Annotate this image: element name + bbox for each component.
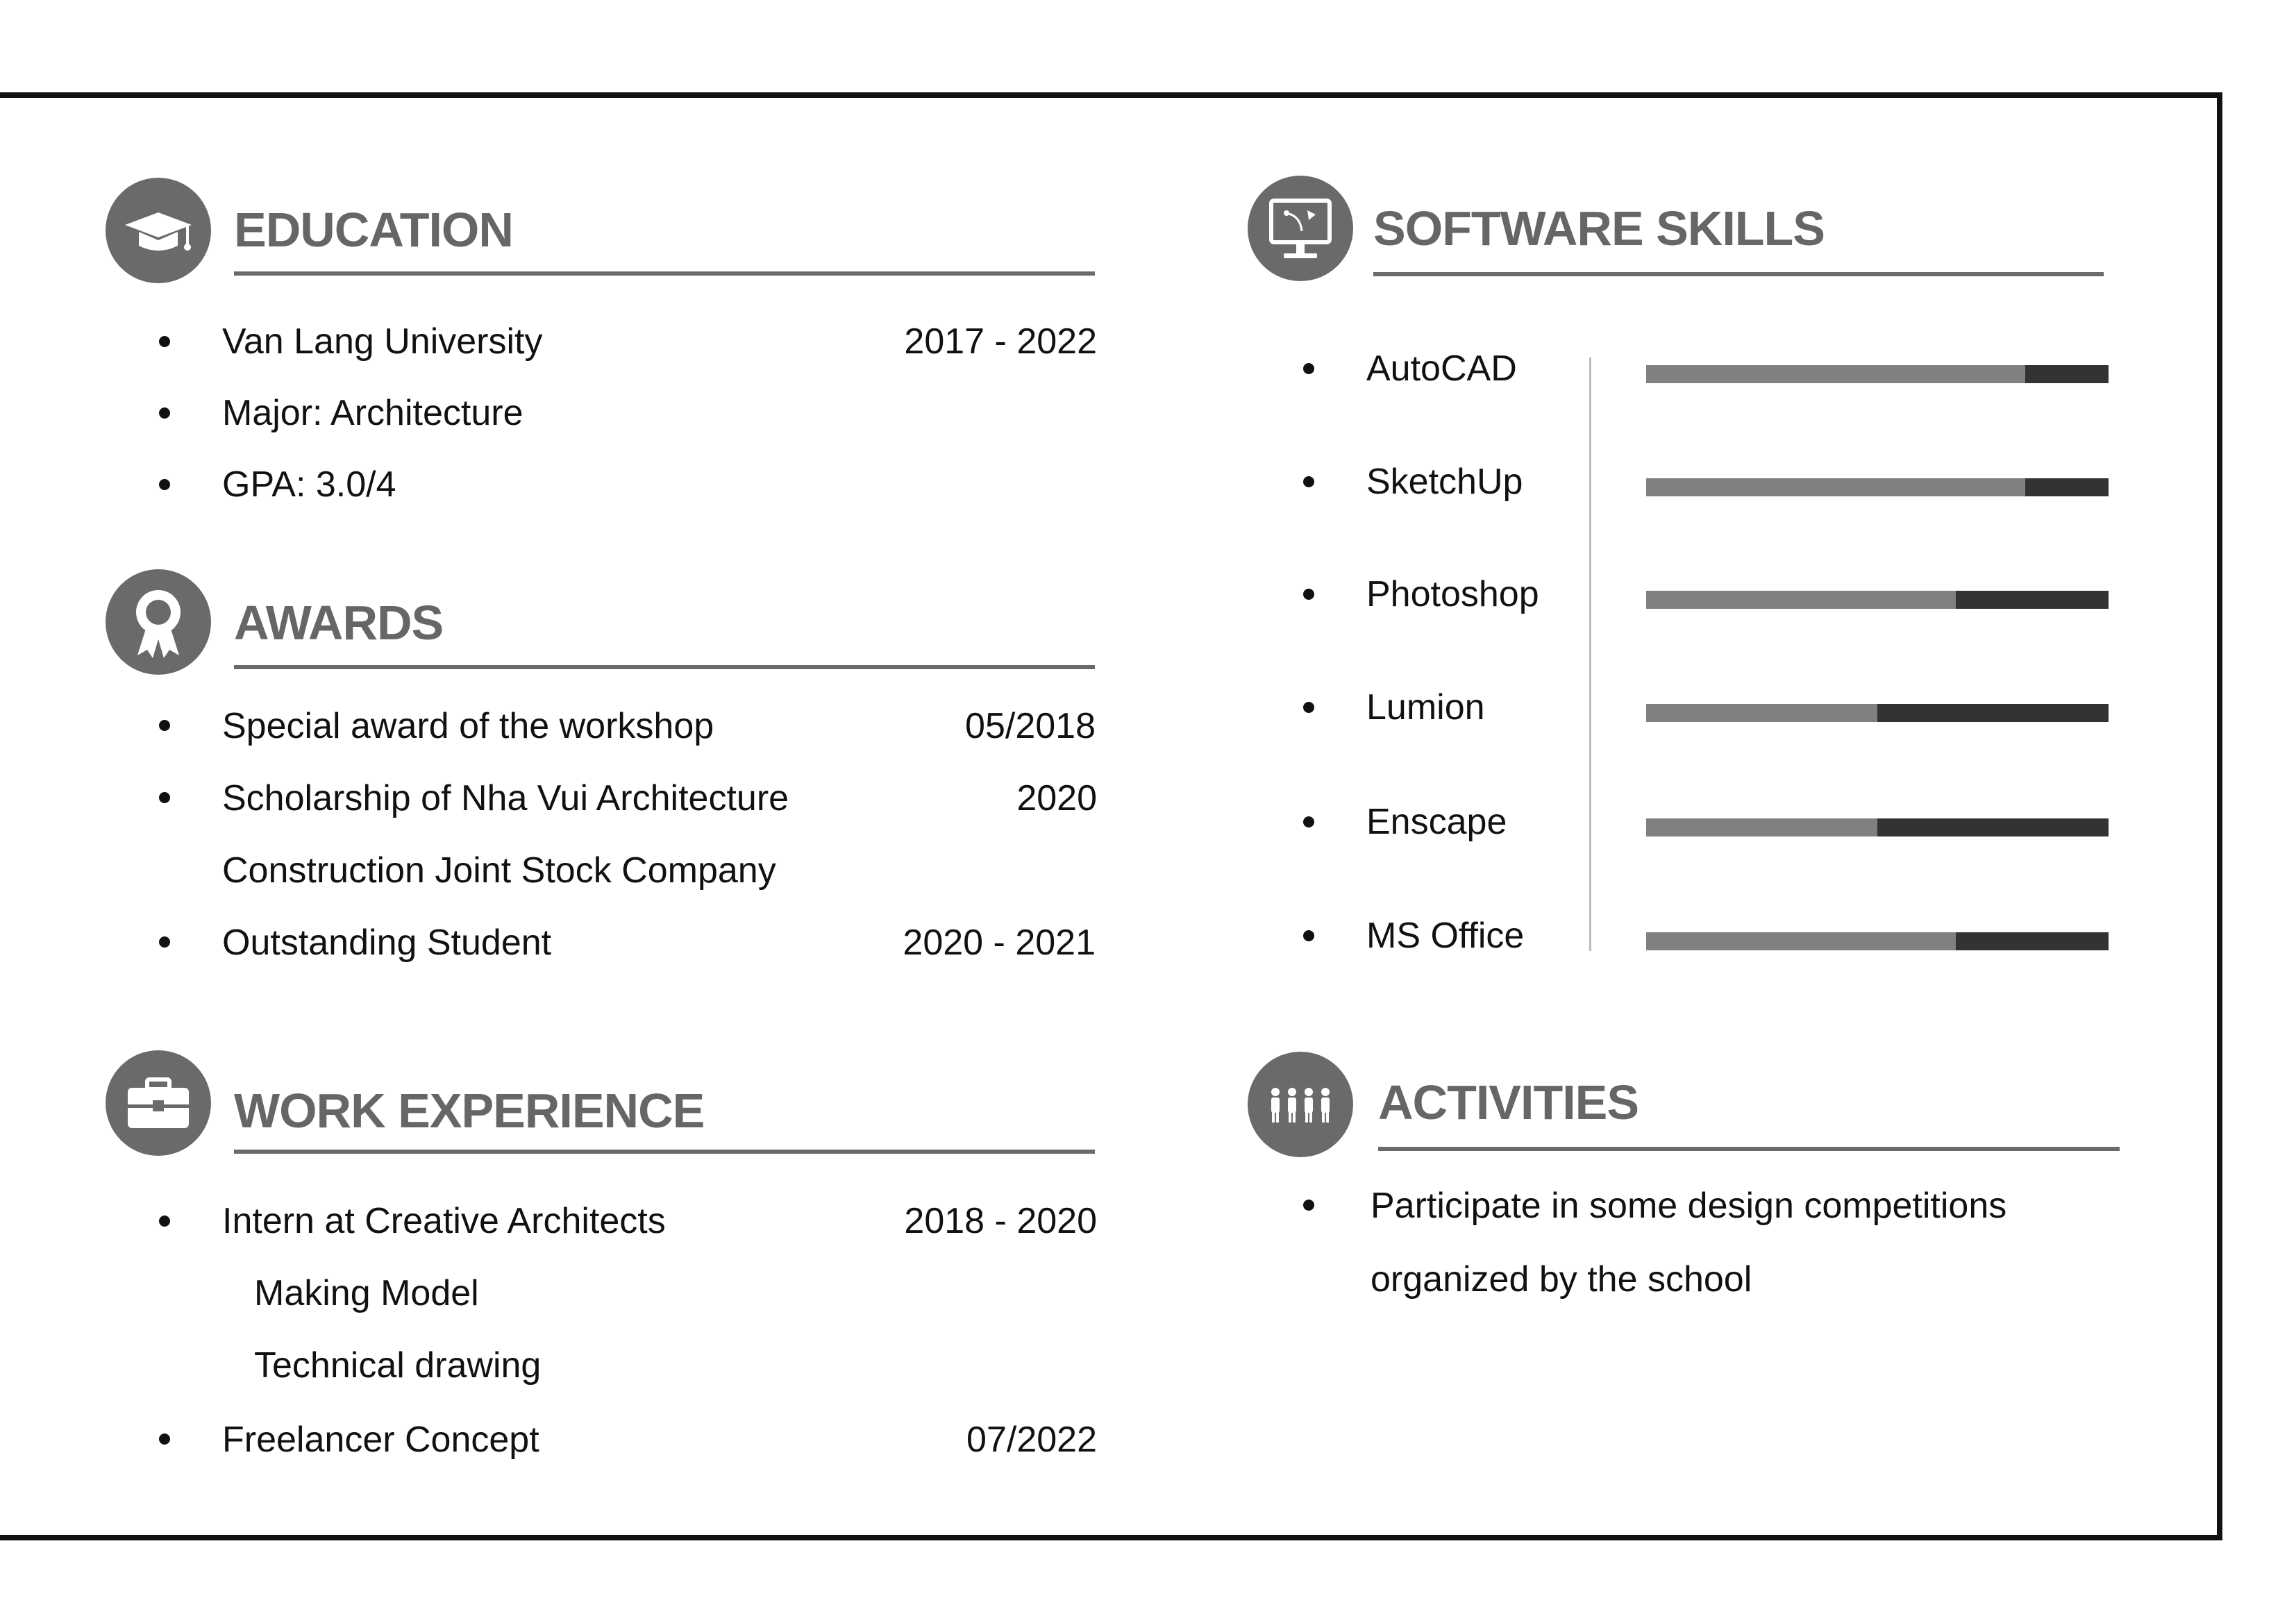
education-item-text: Major: Architecture: [222, 393, 523, 433]
awards-divider: [234, 665, 1095, 669]
skill-level-fill: [1646, 478, 2025, 496]
bullet: [1303, 589, 1314, 600]
education-title: EDUCATION: [234, 203, 513, 257]
award-item-date: 2020 - 2021: [903, 923, 1096, 963]
software-skills-divider: [1373, 272, 2104, 276]
skill-level-fill: [1646, 591, 1956, 609]
bullet: [159, 720, 170, 731]
computer-monitor-icon: [1248, 176, 1353, 281]
activity-item-continuation: organized by the school: [1371, 1259, 1752, 1300]
work-item-date: 07/2022: [966, 1420, 1097, 1460]
work-subitem: Technical drawing: [254, 1345, 542, 1386]
skill-name: Enscape: [1366, 802, 1507, 842]
bullet: [159, 1433, 170, 1445]
work-item-text: Freelancer Concept: [222, 1420, 539, 1460]
bullet: [1303, 702, 1314, 713]
skill-name: Photoshop: [1366, 574, 1539, 614]
work-item-text: Intern at Creative Architects: [222, 1201, 666, 1241]
award-item-text: Special award of the workshop: [222, 706, 714, 746]
education-divider: [234, 271, 1095, 276]
skill-level-bar: [1646, 818, 2109, 836]
bullet: [159, 479, 170, 490]
bullet: [1303, 816, 1314, 827]
bullet: [159, 936, 170, 948]
award-item-continuation: Construction Joint Stock Company: [222, 850, 776, 891]
skill-level-bar: [1646, 932, 2109, 950]
bullet: [159, 407, 170, 419]
bullet: [1303, 930, 1314, 941]
skills-divider-line: [1589, 358, 1591, 951]
award-item-text: Outstanding Student: [222, 923, 552, 963]
work-item-date: 2018 - 2020: [904, 1201, 1097, 1241]
people-group-icon: [1248, 1052, 1353, 1157]
skill-level-bar: [1646, 704, 2109, 722]
skill-level-fill: [1646, 365, 2025, 383]
award-item-date: 05/2018: [965, 706, 1096, 746]
skill-level-bar: [1646, 591, 2109, 609]
bullet: [159, 336, 170, 347]
education-item-text: GPA: 3.0/4: [222, 464, 396, 505]
award-item-text: Scholarship of Nha Vui Architecture: [222, 778, 789, 818]
skill-name: SketchUp: [1366, 462, 1523, 502]
award-ribbon-icon: [106, 569, 211, 675]
skill-name: AutoCAD: [1366, 348, 1517, 389]
work-experience-divider: [234, 1150, 1095, 1154]
education-item-date: 2017 - 2022: [904, 321, 1097, 362]
skill-level-bar: [1646, 478, 2109, 496]
bullet: [1303, 1200, 1314, 1211]
work-subitem: Making Model: [254, 1273, 479, 1313]
software-skills-title: SOFTWARE SKILLS: [1373, 201, 1825, 255]
skill-level-bar: [1646, 365, 2109, 383]
bullet: [1303, 476, 1314, 487]
bullet: [159, 792, 170, 803]
skill-name: MS Office: [1366, 916, 1525, 956]
skill-level-fill: [1646, 704, 1877, 722]
activities-title: ACTIVITIES: [1378, 1075, 1639, 1129]
activities-divider: [1378, 1147, 2120, 1151]
skill-name: Lumion: [1366, 687, 1485, 728]
bullet: [159, 1216, 170, 1227]
skill-level-fill: [1646, 818, 1877, 836]
graduation-cap-icon: [106, 178, 211, 283]
award-item-date: 2020: [1016, 778, 1097, 818]
bullet: [1303, 363, 1314, 374]
work-experience-title: WORK EXPERIENCE: [234, 1084, 705, 1138]
education-item-text: Van Lang University: [222, 321, 543, 362]
skill-level-fill: [1646, 932, 1956, 950]
awards-title: AWARDS: [234, 596, 444, 650]
activity-item-text: Participate in some design competitions: [1371, 1186, 2007, 1226]
briefcase-icon: [106, 1050, 211, 1156]
